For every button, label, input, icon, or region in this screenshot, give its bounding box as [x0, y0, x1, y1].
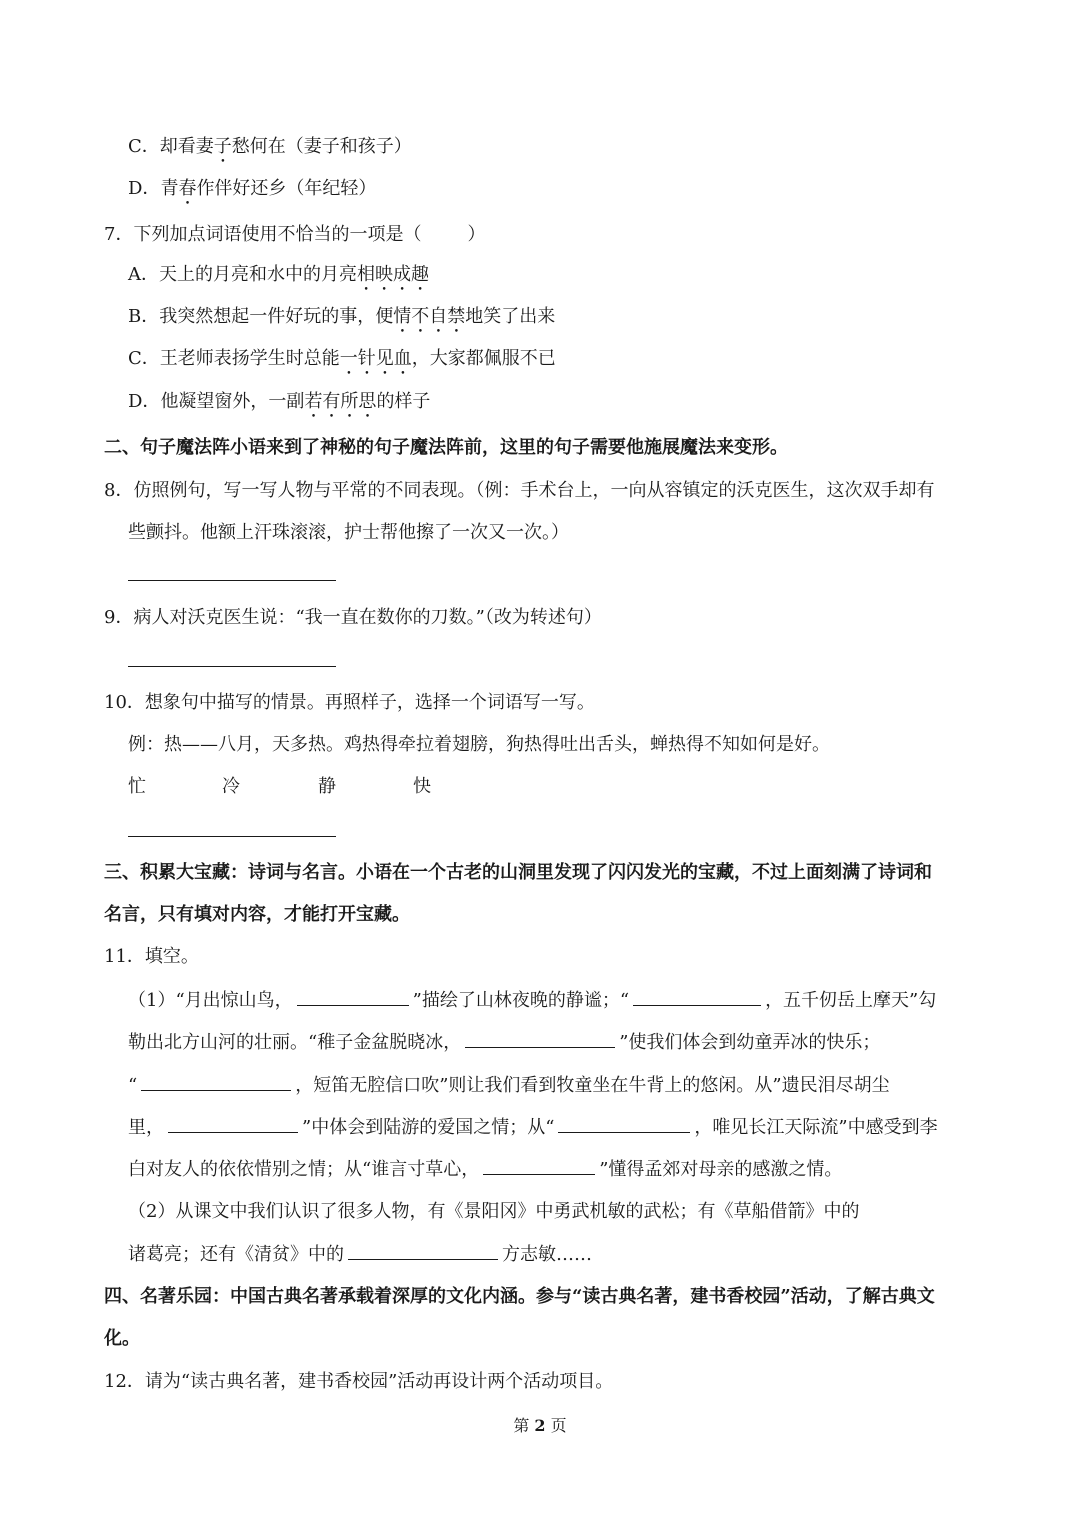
option-label: A．	[128, 264, 159, 285]
option-label: C．	[128, 136, 160, 157]
emphasized-word: 子	[213, 136, 232, 157]
q11-p1-line-1	[128, 987, 936, 1014]
q8-line-2: 些颤抖。他额上汗珠滚滚，护士帮他擦了一次又一次。）	[128, 522, 569, 543]
fill-blank[interactable]	[348, 1241, 498, 1260]
emphasized-word: 春	[178, 178, 197, 199]
question-text: ）	[467, 224, 486, 245]
q9-answer-line[interactable]	[128, 666, 336, 667]
fill-text: ”使我们体会到幼童弄冰的快乐；	[619, 1032, 881, 1053]
q7-option-b	[128, 304, 555, 337]
q10-word-4: 快	[413, 776, 431, 797]
q10-example: 例：热——八月，天多热。鸡热得牵拉着翅膀，狗热得吐出舌头，蝉热得不知如何是好。	[128, 734, 830, 755]
section-4-heading-line-1: 四、名著乐园：中国古典名著承载着深厚的文化内涵。参与“读古典名著，建书香校园”活动，了解古典文	[104, 1286, 935, 1307]
option-text: 青	[160, 178, 179, 199]
fill-text: ”描绘了山林夜晚的静谧；“	[412, 990, 630, 1011]
q11-p2-line-1: （2）从课文中我们认识了很多人物，有《景阳冈》中勇武机敏的武松；有《草船借箭》中的	[128, 1201, 860, 1222]
q8-line-1: 8．仿照例句，写一写人物与平常的不同表现。（例：手术台上，一向从容镇定的沃克医生，这次双手却有	[104, 480, 935, 501]
option-label: B．	[128, 306, 160, 327]
q7-option-c	[128, 346, 556, 379]
fill-text: （1）“月出惊山鸟，	[128, 990, 293, 1011]
fill-text: 诸葛亮；还有《清贫》中的	[128, 1244, 344, 1265]
page-number: 2	[534, 1416, 546, 1435]
q10-stem: 10．想象句中描写的情景。再照样子，选择一个词语写一写。	[104, 692, 595, 713]
page-footer	[0, 1414, 1080, 1438]
q10-word-3: 静	[318, 776, 336, 797]
option-label: D．	[128, 391, 161, 412]
fill-blank[interactable]	[168, 1114, 298, 1133]
section-3-heading-line-2: 名言，只有填对内容，才能打开宝藏。	[104, 904, 410, 925]
option-label: D．	[128, 178, 161, 199]
q12-text: 12．请为“读古典名著，建书香校园”活动再设计两个活动项目。	[104, 1371, 614, 1392]
fill-text: 方志敏……	[502, 1244, 592, 1265]
q11-p1-line-5	[128, 1156, 842, 1183]
q7-option-d	[128, 389, 430, 422]
fill-text: ，唯见长江天际流”中感受到李	[694, 1117, 938, 1138]
option-text: 作伴好还乡（年纪轻）	[196, 178, 377, 199]
question-text: 7．下列加点词语使用不恰当的一项是（	[104, 224, 422, 245]
fill-blank[interactable]	[297, 987, 409, 1006]
option-text: 他凝望窗外，一副	[160, 391, 305, 412]
q6-option-d	[128, 176, 376, 209]
option-text: 愁何在（妻子和孩子）	[231, 136, 412, 157]
emphasized-word: 一针见血	[339, 348, 412, 369]
q11-stem: 11．填空。	[104, 946, 199, 967]
q7-stem	[104, 222, 485, 248]
option-text: 的样子	[376, 391, 431, 412]
fill-text: “	[128, 1075, 138, 1096]
fill-text: ”懂得孟郊对母亲的感激之情。	[599, 1159, 843, 1180]
q10-word-1: 忙	[128, 776, 146, 797]
option-text: ，大家都佩服不已	[411, 348, 556, 369]
option-label: C．	[128, 348, 160, 369]
emphasized-word: 若有所思	[304, 391, 377, 412]
option-text: 却看妻	[159, 136, 214, 157]
section-4-heading-line-2: 化。	[104, 1328, 140, 1349]
option-text: 我突然想起一件好玩的事，便	[159, 306, 394, 327]
q6-option-c	[128, 134, 412, 167]
q9-text: 9．病人对沃克医生说：“我一直在数你的刀数。”（改为转述句）	[104, 607, 602, 628]
option-text: 天上的月亮和水中的月亮	[159, 264, 357, 285]
q11-p1-line-2	[128, 1029, 880, 1056]
q11-p1-line-3	[128, 1072, 890, 1099]
option-text: 王老师表扬学生时总能	[159, 348, 340, 369]
q10-word-2: 冷	[222, 776, 240, 797]
fill-blank[interactable]	[483, 1156, 595, 1175]
fill-text: 里，	[128, 1117, 164, 1138]
fill-blank[interactable]	[558, 1114, 690, 1133]
fill-text: 白对友人的依依惜别之情；从“谁言寸草心，	[128, 1159, 480, 1180]
fill-text: ，五千仞岳上摩天”勾	[765, 990, 937, 1011]
section-2-heading: 二、句子魔法阵小语来到了神秘的句子魔法阵前，这里的句子需要他施展魔法来变形。	[104, 437, 788, 458]
q8-answer-line[interactable]	[128, 580, 336, 581]
q7-option-a	[128, 262, 429, 295]
fill-blank[interactable]	[141, 1072, 291, 1091]
fill-text: ”中体会到陆游的爱国之情；从“	[302, 1117, 555, 1138]
emphasized-word: 情不自禁	[393, 306, 466, 327]
fill-text: ，短笛无腔信口吹”则让我们看到牧童坐在牛背上的悠闲。从”遗民泪尽胡尘	[295, 1075, 890, 1096]
option-text: 地笑了出来	[465, 306, 556, 327]
fill-blank[interactable]	[633, 987, 761, 1006]
fill-text: 勒出北方山河的壮丽。“稚子金盆脱晓冰，	[128, 1032, 462, 1053]
footer-text: 第	[513, 1416, 530, 1435]
emphasized-word: 相映成趣	[357, 264, 429, 285]
fill-blank[interactable]	[465, 1029, 615, 1048]
q11-p1-line-4	[128, 1114, 938, 1141]
footer-text: 页	[550, 1416, 567, 1435]
q11-p2-line-2	[128, 1241, 592, 1268]
q10-answer-line[interactable]	[128, 836, 336, 837]
section-3-heading-line-1: 三、积累大宝藏：诗词与名言。小语在一个古老的山洞里发现了闪闪发光的宝藏，不过上面刻满了诗词和	[104, 862, 932, 883]
